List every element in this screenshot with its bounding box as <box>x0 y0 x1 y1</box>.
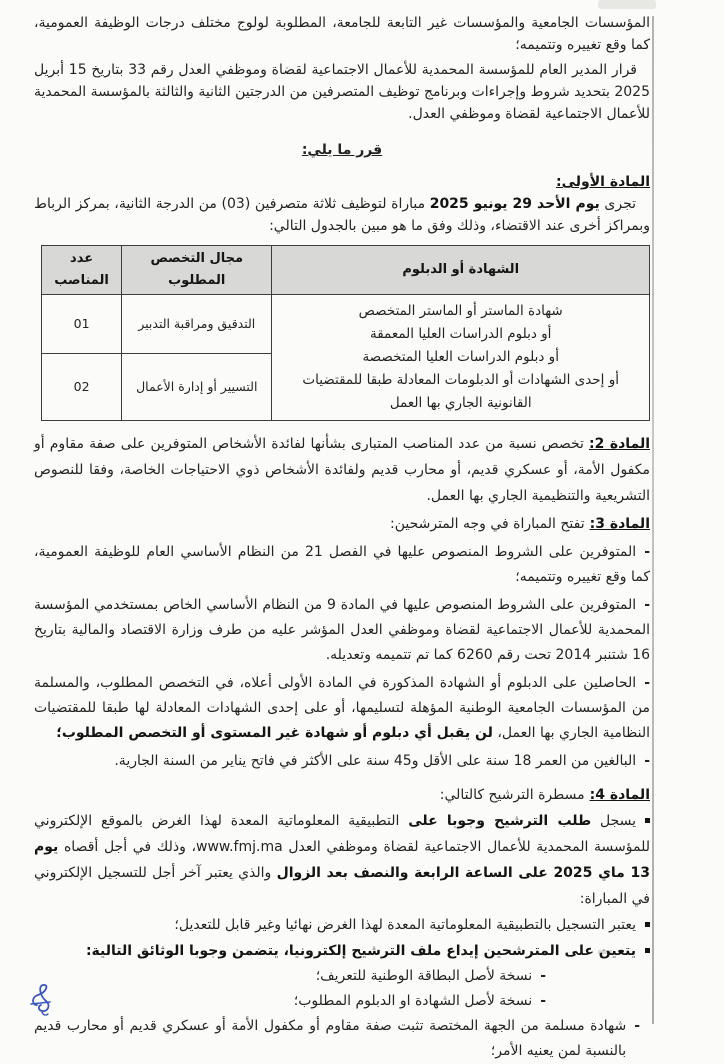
page-edge-line <box>652 16 654 1024</box>
table-header-specialty: مجال التخصص المطلوب <box>122 246 272 295</box>
article3-heading-line <box>34 511 650 537</box>
article1-text: تجرى <box>599 196 637 212</box>
square-bullet-icon <box>645 818 650 823</box>
article1-body <box>34 193 650 237</box>
article2-title: المادة 2: <box>588 436 650 452</box>
required-doc-3 <box>34 1014 650 1064</box>
document-body <box>34 12 650 1064</box>
article4-heading-line <box>34 782 650 808</box>
table-cell-specialty-management: التسيير أو إدارة الأعمال <box>122 354 272 421</box>
article4-b1-deadline: يوم 13 ماي 2025 على الساعة الرابعة والنصف بعد الزوال <box>34 839 650 881</box>
intro-continuation-paragraph: المؤسسات الجامعية والمؤسسات غير التابعة للجامعة، المطلوبة لولوج مختلف درجات الوظيفة العمومية، كما وقع تغييره وتتميمه؛ <box>34 15 650 53</box>
required-doc-2-text: نسخة لأصل الشهادة او الدبلوم المطلوب؛ <box>293 993 533 1009</box>
table-cell-positions-01: 01 <box>42 295 122 354</box>
article4-bullet-1 <box>34 808 650 912</box>
table-cell-diploma <box>272 295 650 421</box>
recruitment-table <box>41 245 650 421</box>
dash-bullet-icon: - <box>644 675 650 691</box>
article4-b1-text2: التطبيقية المعلوماتية المعدة لهذا الغرض بالموقع الإلكتروني للمؤسسة المحمدية للأعمال الاجتماعية لقضاة وموظفي العدل <box>34 813 650 855</box>
dash-bullet-icon: - <box>540 993 546 1009</box>
required-doc-1 <box>34 964 650 989</box>
article3-title: المادة 3: <box>589 516 650 532</box>
article4-b2-text: يعتبر التسجيل بالتطبيقية المعلوماتية المعدة لهذا الغرض نهائيا وغير قابل للتعديل؛ <box>174 917 636 933</box>
table-row <box>42 295 650 354</box>
article4-bullet-3 <box>34 938 650 964</box>
article4-b1-text: يسجل <box>591 813 636 829</box>
article3-item-4 <box>34 749 650 774</box>
dash-bullet-icon: - <box>540 968 546 984</box>
scan-artifact-top <box>598 0 656 9</box>
article4-bullet-2 <box>34 912 650 938</box>
decision-reference-paragraph: قرار المدير العام للمؤسسة المحمدية للأعمال الاجتماعية لقضاة وموظفي العدل رقم 33 بتاريخ 15 أبريل 2025 بتحديد شروط وإجراءات وبرنامج توظيف المتصرفين من الدرجتين الثانية والثالثة بالمؤسسة المحمدية للأعمال الاجتماعية لقضاة وموظفي العدل. <box>34 62 650 122</box>
required-doc-2 <box>34 989 650 1014</box>
article3-item-2-text: المتوفرين على الشروط المنصوص عليها في المادة 9 من النظام الأساسي الخاص بمستخدمي المؤسسة المحمدية للأعمال الاجتماعية لقضاة وموظفي العدل المؤشر عليه من طرف وزارة الاقتصاد والمالية بتاريخ 16 شتنبر 2014 تحت رقم 6260 كما تم تتميمه وتعديله. <box>34 597 650 663</box>
dash-bullet-icon: - <box>634 1018 640 1034</box>
required-doc-1-text: نسخة لأصل البطاقة الوطنية للتعريف؛ <box>315 968 533 984</box>
article3-item-3-bold: لن يقبل أي دبلوم أو شهادة غير المستوى أو التخصص المطلوب؛ <box>56 725 493 741</box>
article3-item-4-text: البالغين من العمر 18 سنة على الأقل و45 سنة على الأكثر في فاتح يناير من السنة الجارية. <box>114 753 637 769</box>
article4-intro: مسطرة الترشيح كالتالي: <box>439 787 585 803</box>
article1-title: المادة الأولى: <box>556 174 650 190</box>
article3-item-3-text: الحاصلين على الدبلوم أو الشهادة المذكورة في المادة الأولى أعلاه، في التخصص المطلوب، والمسلمة من المؤسسات الجامعية الوطنية المؤهلة لتسليمها، أو على إحدى الشهادات المعادلة لها طبقا للمقتضيات النظامية الجاري بها العمل، <box>34 675 650 741</box>
article2-paragraph <box>34 431 650 509</box>
article4-b1-text4: والذي يعتبر آخر أجل للتسجيل الإلكتروني في المباراة: <box>34 865 650 907</box>
article3-item-1 <box>34 540 650 590</box>
article1-date: يوم الأحد 29 يونيو 2025 <box>429 196 600 212</box>
table-header-row <box>42 246 650 295</box>
square-bullet-icon <box>645 948 650 953</box>
dash-bullet-icon: - <box>644 597 650 613</box>
dash-bullet-icon: - <box>644 544 650 560</box>
article4-b1-bold1: طلب الترشيح وجوبا على <box>408 813 592 829</box>
website-url: www.fmj.ma <box>196 839 283 855</box>
article4-title: المادة 4: <box>589 787 650 803</box>
article3-item-3 <box>34 671 650 746</box>
diploma-line: أو دبلوم الدراسات العليا المعمقة <box>369 326 552 342</box>
article1-title-line <box>34 171 650 193</box>
article4-b3-text: يتعين على المترشحين إيداع ملف الترشيح إلكترونيا، يتضمن وجوبا الوثائق التالية: <box>85 943 636 959</box>
table-cell-specialty-audit: التدقيق ومراقبة التدبير <box>122 295 272 354</box>
table-header-positions: عدد المناصب <box>42 246 122 295</box>
dash-bullet-icon: - <box>644 753 650 769</box>
table-header-diploma: الشهادة أو الدبلوم <box>272 246 650 295</box>
decree-heading-text: قرر ما يلي: <box>301 142 383 158</box>
signature-paraph-icon <box>26 978 64 1020</box>
article3-item-1-text: المتوفرين على الشروط المنصوص عليها في الفصل 21 من النظام الأساسي العام للوظيفة العمومية، كما وقع تغييره وتتميمه؛ <box>34 544 650 585</box>
table-cell-positions-02: 02 <box>42 354 122 421</box>
required-doc-3-text: شهادة مسلمة من الجهة المختصة تثبت صفة مقاوم أو مكفول الأمة أو عسكري قديم أو محارب قديم بالنسبة لمن يعنيه الأمر؛ <box>34 1018 627 1059</box>
diploma-line: القانونية الجاري بها العمل <box>389 395 532 411</box>
diploma-line: شهادة الماستر أو الماستر المتخصص <box>358 303 563 319</box>
article3-item-2 <box>34 593 650 668</box>
article2-body: تخصص نسبة من عدد المناصب المتبارى بشأنها لفائدة الأشخاص المتوفرين على صفة مقاوم أو مكفول الأمة، أو عسكري قديم، أو محارب قديم ولفائدة الأشخاص ذوي الاحتياجات الخاصة، وفقا للنصوص التشريعية والتنظيمية الجاري بها العمل. <box>34 436 650 504</box>
diploma-line: أو إحدى الشهادات أو الدبلومات المعادلة طبقا للمقتضيات <box>302 372 619 388</box>
article3-intro: تفتح المباراة في وجه المترشحين: <box>389 516 585 532</box>
decree-heading <box>34 139 650 161</box>
article4-b1-text3: ، وذلك في أجل أقصاه <box>58 839 197 855</box>
diploma-line: أو دبلوم الدراسات العليا المتخصصة <box>362 349 559 365</box>
article1-text-cont: مباراة لتوظيف ثلاثة متصرفين (03) من الدرجة الثانية، بمركز الرباط وبمراكز أخرى عند الاقتضاء، وذلك وفق ما هو مبين بالجدول التالي: <box>34 196 650 234</box>
square-bullet-icon <box>645 922 650 927</box>
